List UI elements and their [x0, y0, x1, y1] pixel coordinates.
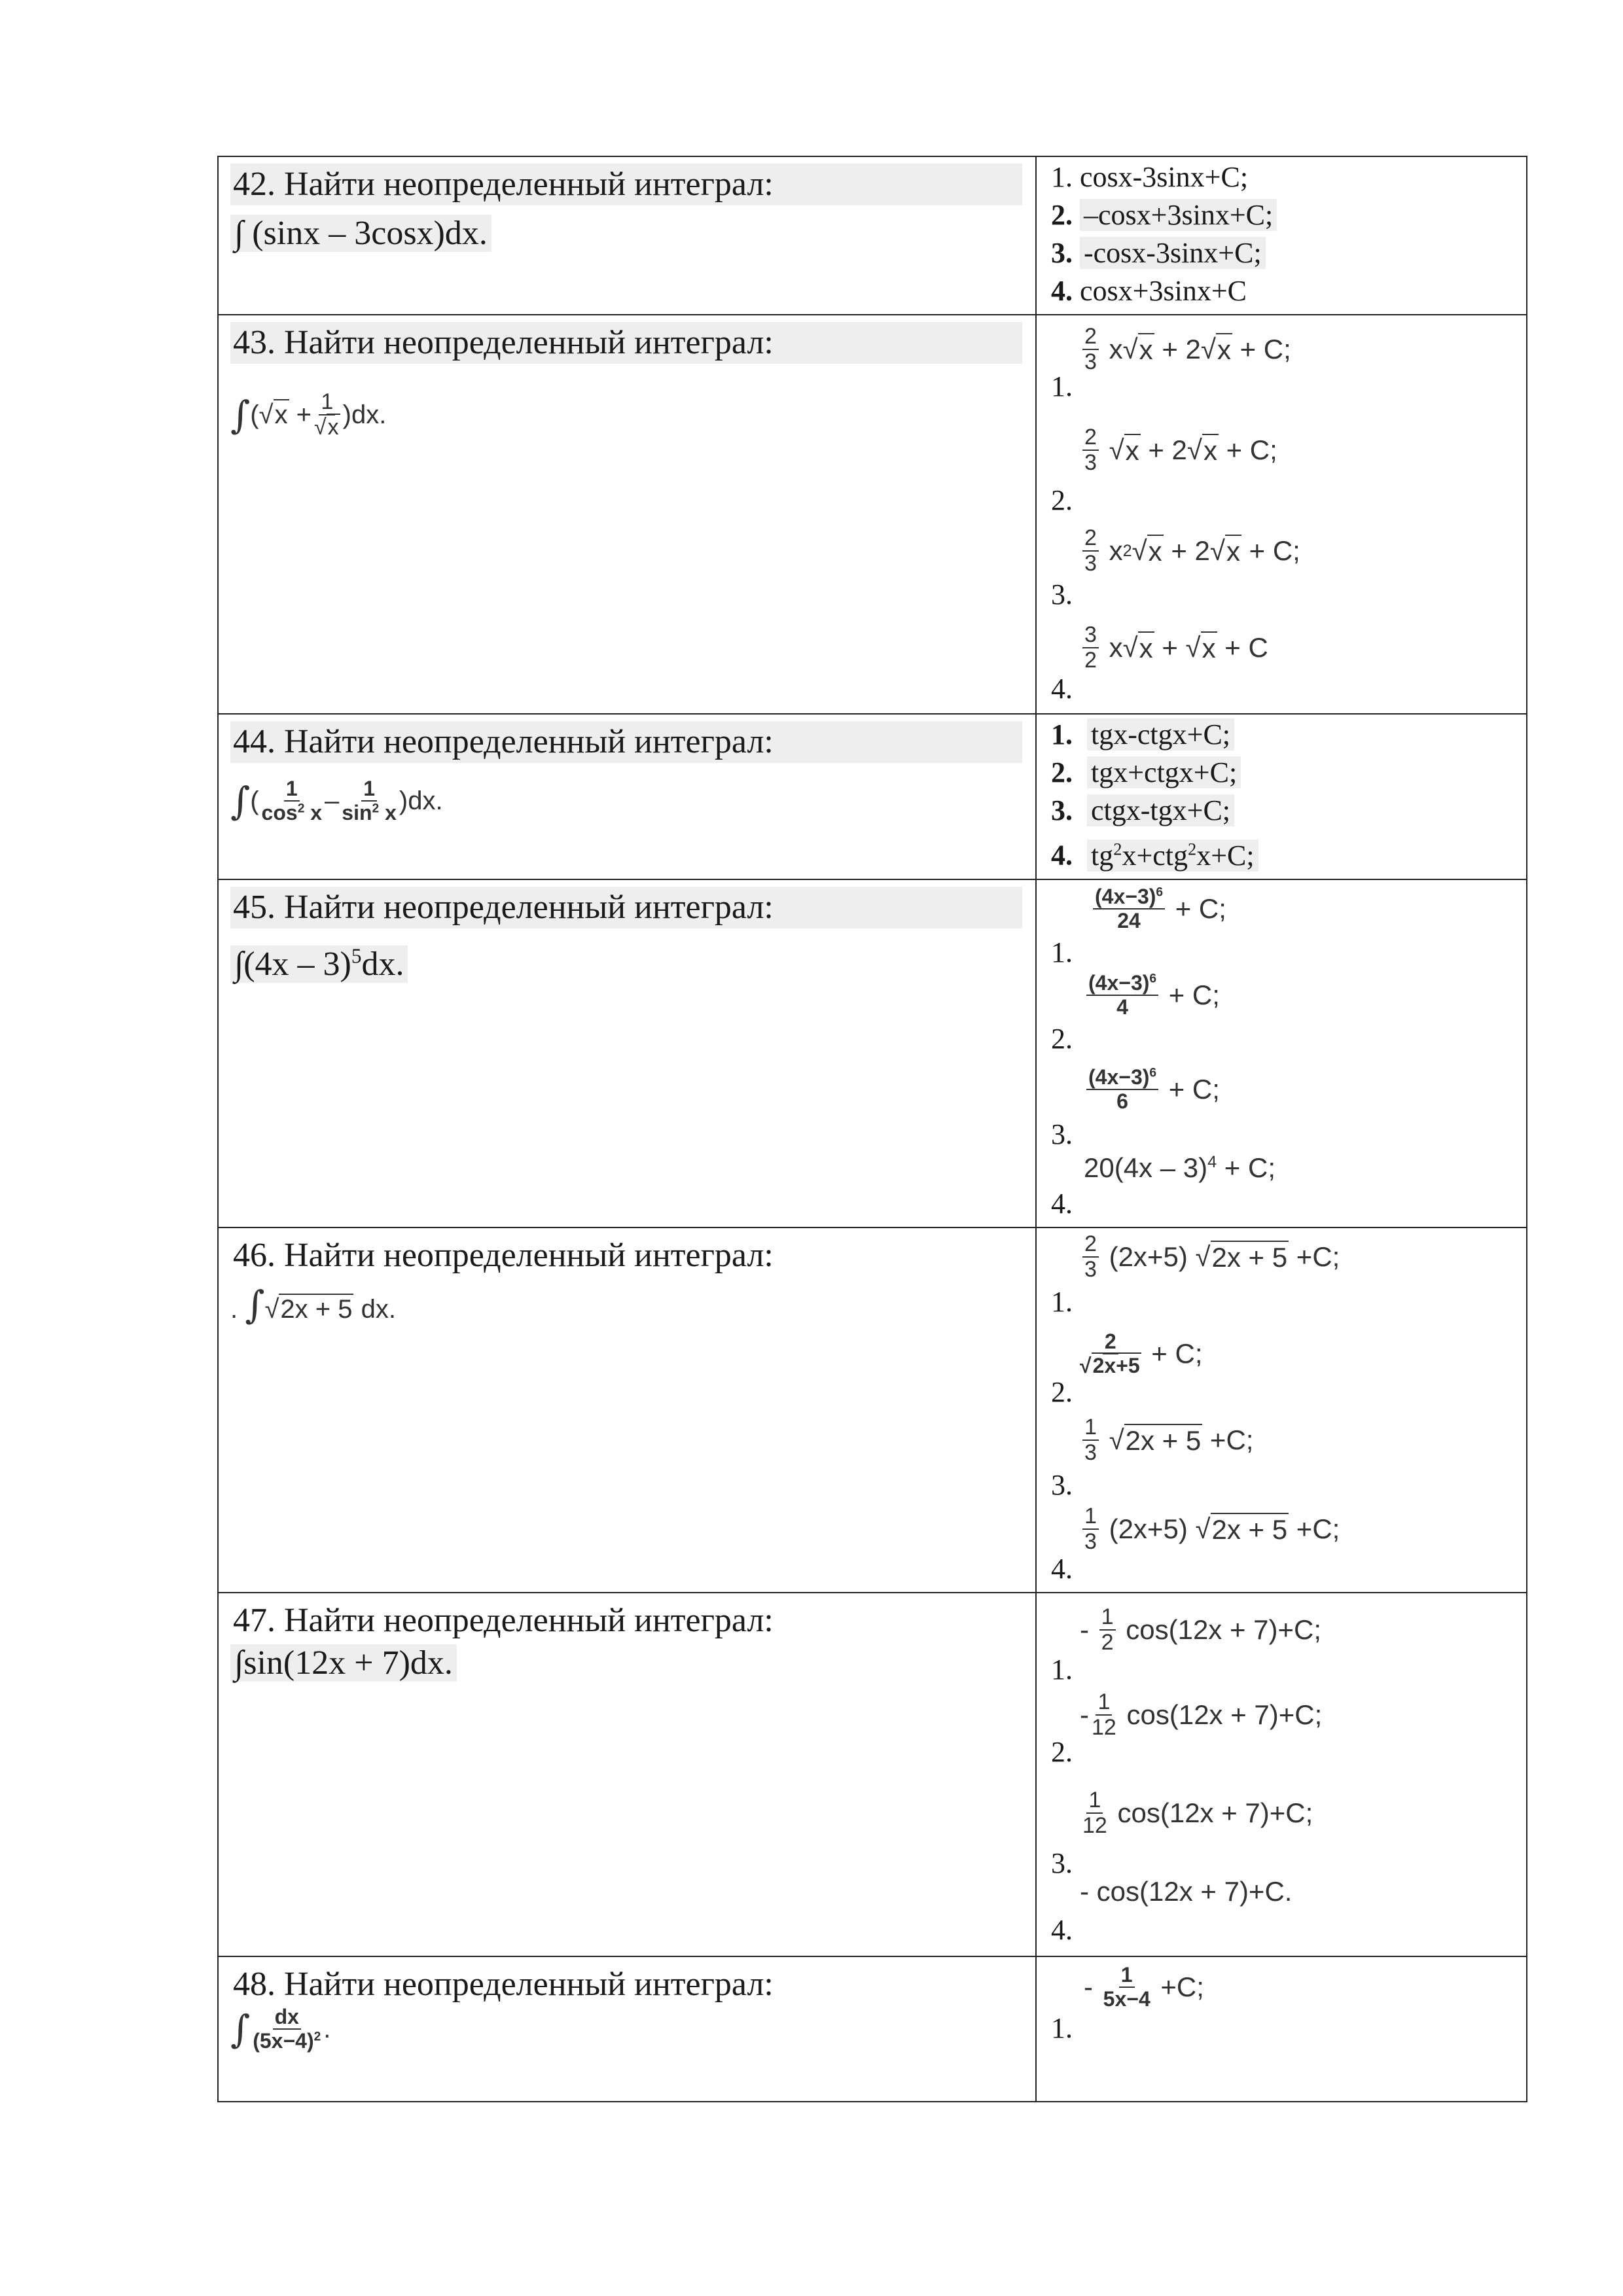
question-cell [218, 315, 1036, 714]
integral-expression: ∫ ( √x + $\frac{1}{√x}$ )dx. [230, 389, 387, 440]
answer-option[interactable]: $\frac{1}{12}$ cos(12x + 7)+C; 3. [1051, 1787, 1313, 1879]
question-cell [218, 1593, 1036, 1956]
question-cell [218, 879, 1036, 1227]
integral-expression: ∫ $\frac{dx}{(5x-4)^2}$ . [230, 2004, 331, 2053]
integral-expression: . ∫√2x + 5 dx. [230, 1282, 396, 1327]
integral-quiz-table [217, 156, 1527, 2102]
answer-cell [1036, 1956, 1527, 2102]
answer-option[interactable]: $\frac{(4x-3)^6}{24}$ + C; 1. [1051, 884, 1226, 968]
integral-expression: ∫(4x – 3)$^5$dx. [230, 945, 408, 983]
answer-option[interactable]: 1. tgx-ctgx+C; [1051, 716, 1520, 754]
answer-option[interactable]: 1. cosx-3sinx+C; [1051, 161, 1249, 193]
question-row-44 [218, 714, 1527, 879]
question-row-47 [218, 1593, 1527, 1956]
answer-option[interactable]: $\frac{1}{3}$ (2x+5) √ 2x + 5 +C; 4. [1051, 1503, 1340, 1585]
answer-option[interactable]: $\frac{2}{√2x+5}$ + C; 2. [1051, 1329, 1203, 1408]
answer-option[interactable]: $\frac{2}{3}$ x√ x + 2√ x + C; 1. [1051, 324, 1291, 402]
answer-option[interactable]: 20(4x – 3)$^4$ + C; 4. [1051, 1152, 1275, 1220]
answer-option[interactable]: 4. $tg^2x+ctg^2x+C$; [1051, 830, 1520, 875]
question-cell [218, 714, 1036, 879]
answer-option[interactable]: $\frac{2}{3}$ √ x + 2√ x + C; 2. [1051, 425, 1277, 516]
answer-cell [1036, 879, 1527, 1227]
answer-cell [1036, 315, 1527, 714]
question-row-48 [218, 1956, 1527, 2102]
answer-cell [1036, 156, 1527, 315]
answer-option[interactable]: - cos(12x + 7)+C. 4. [1051, 1875, 1293, 1946]
answer-option[interactable]: $\frac{(4x-3)^6}{4}$ + C; 2. [1051, 970, 1220, 1055]
question-row-43 [218, 315, 1527, 714]
answer-option[interactable]: $\frac{2}{3}$ (2x+5) √ 2x + 5 +C; 1. [1051, 1231, 1340, 1318]
question-title: 46. Найти неопределенный интеграл: [233, 1236, 774, 1274]
answer-option[interactable]: $\frac{3}{2}$ x√ x + √ x + C 4. [1051, 622, 1268, 705]
answer-option[interactable]: 3. -cosx-3sinx+C; [1051, 234, 1520, 272]
question-cell [218, 156, 1036, 315]
question-title: 44. Найти неопределенный интеграл: [230, 721, 1022, 763]
question-title: 43. Найти неопределенный интеграл: [230, 322, 1022, 364]
answer-option[interactable]: 2. –cosx+3sinx+C; [1051, 196, 1520, 234]
answer-option[interactable]: - $\frac{1}{5x-4}$ +C; 1. [1051, 1962, 1204, 2044]
answer-option[interactable]: $\frac{(4x-3)^6}{6}$ + C; 3. [1051, 1065, 1220, 1150]
answer-option[interactable]: $\frac{2}{3}$ x 2 √ x + 2√ x + C; 3. [1051, 525, 1300, 610]
question-title: 47. Найти неопределенный интеграл: [233, 1601, 774, 1639]
integral-expression: ∫sin(12x + 7)dx. [230, 1644, 457, 1682]
question-row-46 [218, 1227, 1527, 1593]
question-title: 48. Найти неопределенный интеграл: [233, 1965, 774, 2003]
answer-option[interactable]: - $\frac{1}{2}$ cos(12x + 7)+C; 1. [1051, 1604, 1322, 1686]
answer-option[interactable]: $\frac{1}{3}$ √ 2x + 5 +C; 3. [1051, 1414, 1254, 1501]
answer-cell [1036, 1227, 1527, 1593]
question-title: 42. Найти неопределенный интеграл: [230, 164, 1022, 205]
integral-expression: ∫ ( $\frac{1}{\cos^2 x}$ – $\frac{1}{\sin^2 x}$ )dx. [230, 777, 443, 825]
integral-expression: ∫ (sinx – 3cosx)dx. [230, 215, 491, 252]
answer-option[interactable]: 3. ctgx-tgx+C; [1051, 792, 1520, 830]
answer-cell [1036, 714, 1527, 879]
answer-option[interactable]: 2. tgx+ctgx+C; [1051, 754, 1520, 792]
question-cell [218, 1227, 1036, 1593]
question-title: 45. Найти неопределенный интеграл: [230, 887, 1022, 928]
answer-option[interactable]: - $\frac{1}{12}$ cos(12x + 7)+C; 2. [1051, 1689, 1323, 1768]
question-row-42 [218, 156, 1527, 315]
answer-cell [1036, 1593, 1527, 1956]
answer-option[interactable]: 4. cosx+3sinx+C [1051, 275, 1247, 307]
question-row-45 [218, 879, 1527, 1227]
question-cell [218, 1956, 1036, 2102]
